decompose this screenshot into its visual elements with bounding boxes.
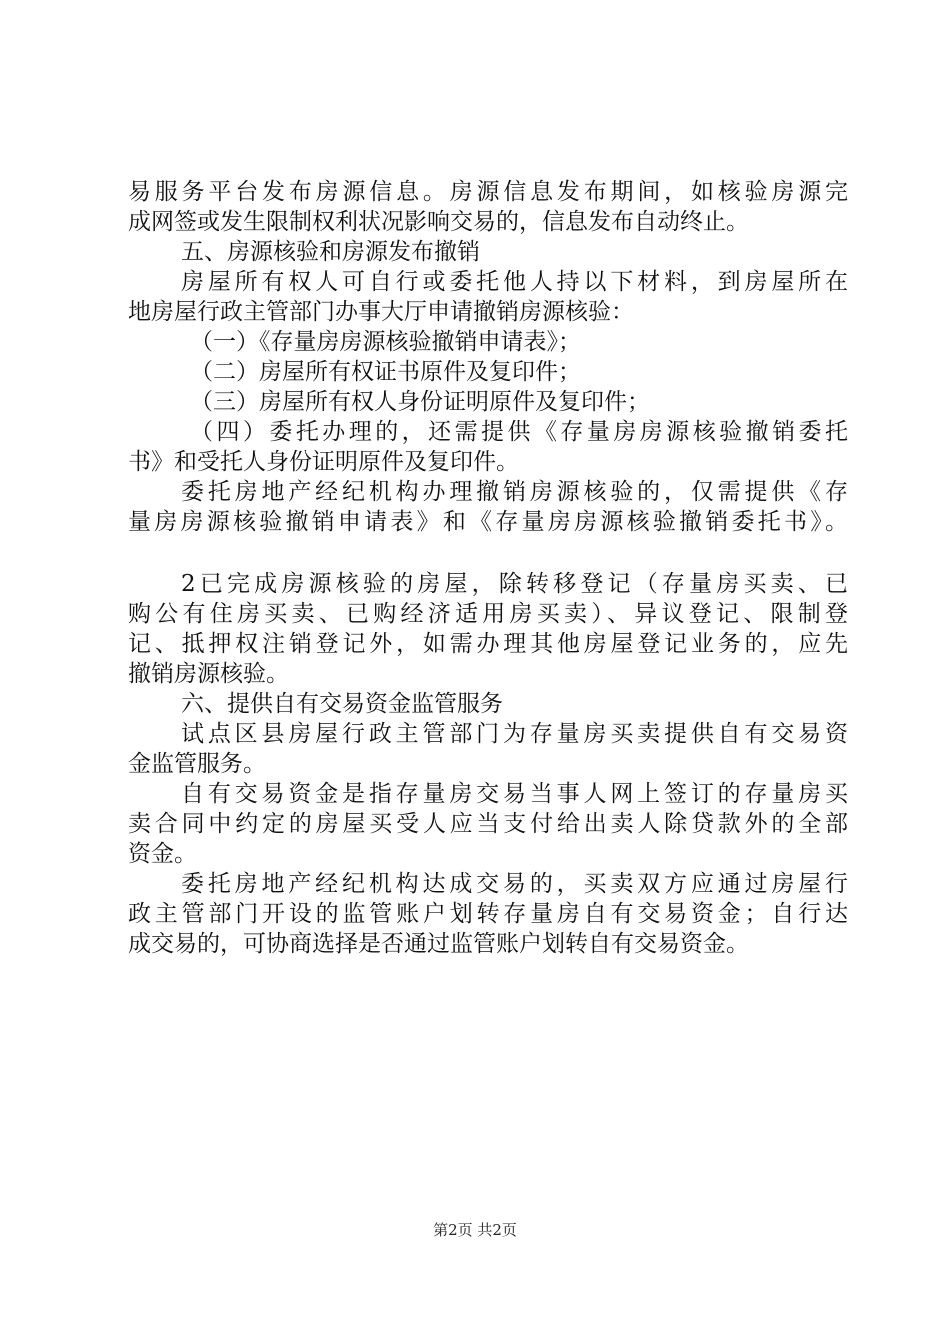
page-number-footer: 第2页 共2页 xyxy=(433,1221,517,1239)
list-item: （一）《存量房房源核验撤销申请表》； xyxy=(190,329,581,355)
paragraph-line: 购公有住房买卖、已购经济适用房买卖）、异议登记、限制登 xyxy=(128,601,848,627)
paragraph-line: 记、抵押权注销登记外，如需办理其他房屋登记业务的，应先 xyxy=(128,631,848,657)
paragraph-line: 自有交易资金是指存量房交易当事人网上签订的存量房买 xyxy=(181,781,848,807)
paragraph-line: 量房房源核验撤销申请表》和《存量房房源核验撤销委托书》。 xyxy=(128,509,848,535)
section-heading: 五、房源核验和房源发布撤销 xyxy=(181,239,480,265)
document-body xyxy=(128,177,848,959)
paragraph-line: 试点区县房屋行政主管部门为存量房买卖提供自有交易资 xyxy=(181,721,848,747)
paragraph-spacer xyxy=(128,537,848,569)
paragraph-line: 房屋所有权人可自行或委托他人持以下材料，到房屋所在 xyxy=(181,269,848,295)
paragraph-line: 金监管服务。 xyxy=(128,751,266,777)
list-item: （二）房屋所有权证书原件及复印件； xyxy=(190,359,581,385)
paragraph-line: 易服务平台发布房源信息。房源信息发布期间，如核验房源完 xyxy=(128,179,848,205)
section-heading: 六、提供自有交易资金监管服务 xyxy=(181,691,503,717)
list-item: （三）房屋所有权人身份证明原件及复印件； xyxy=(190,389,650,415)
paragraph-line: 政主管部门开设的监管账户划转存量房自有交易资金；自行达 xyxy=(128,901,848,927)
paragraph-line: 资金。 xyxy=(128,841,197,867)
paragraph-line: 委托房地产经纪机构达成交易的，买卖双方应通过房屋行 xyxy=(181,871,848,897)
paragraph-line: 撤销房源核验。 xyxy=(128,661,289,687)
list-item: （四）委托办理的，还需提供《存量房房源核验撤销委托 xyxy=(190,419,848,445)
paragraph-line: 成网签或发生限制权利状况影响交易的，信息发布自动终止。 xyxy=(128,209,749,235)
paragraph-line: 成交易的，可协商选择是否通过监管账户划转自有交易资金。 xyxy=(128,931,749,957)
paragraph-line: 2已完成房源核验的房屋，除转移登记（存量房买卖、已 xyxy=(181,571,848,597)
paragraph-line: 委托房地产经纪机构办理撤销房源核验的，仅需提供《存 xyxy=(181,479,848,505)
paragraph-line: 书》和受托人身份证明原件及复印件。 xyxy=(128,449,519,475)
paragraph-line: 地房屋行政主管部门办事大厅申请撤销房源核验： xyxy=(128,299,634,325)
paragraph-line: 卖合同中约定的房屋买受人应当支付给出卖人除贷款外的全部 xyxy=(128,811,848,837)
